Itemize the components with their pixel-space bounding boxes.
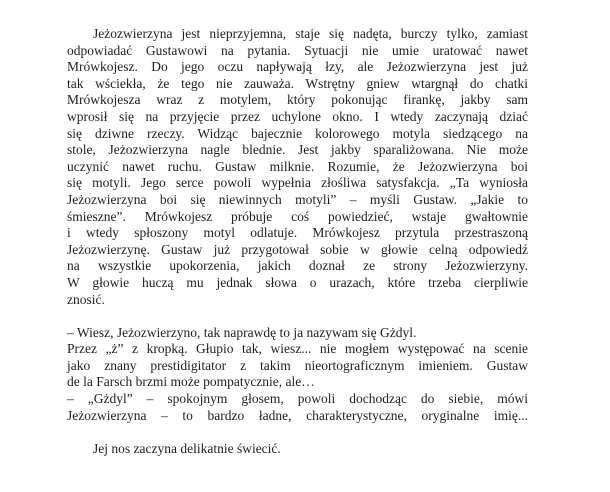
text-line: uczynić nawet ruchu. Gustaw milknie. Rozumie, że Jeżozwierzyna boi (67, 158, 528, 174)
text-line: Jeżozwierzyna boi się niewinnych motyli” – myśli Gustaw. „Jakie to (67, 191, 528, 207)
paragraph-dialogue (67, 325, 528, 342)
paragraph-dialogue (67, 391, 528, 424)
text-line: znosić. (67, 291, 105, 307)
text-line: tak wściekła, że tego nie zauważa. Wstrętny gniew wtargnął do chatki (67, 75, 528, 91)
text-line: śmieszne”. Mrówkojesz próbuje coś powiedzieć, wstaje gwałtownie (67, 208, 528, 224)
paragraph-narrative (67, 441, 528, 458)
text-line: Jeżozwierzynę. Gustaw już przygotował sobie w głowie celną odpowiedź (67, 241, 528, 257)
text-line: na wszystkie upokorzenia, jakich doznał ze strony Jeżozwierzyny. (67, 258, 528, 274)
text-line: stole, Jeżozwierzyna nagle blednie. Jest jakby sparaliżowana. Nie może (67, 142, 528, 158)
paragraph-dialogue (67, 341, 528, 391)
text-block (67, 26, 528, 457)
text-line: Jej nos zaczyna delikatnie świecić. (93, 440, 281, 456)
text-line: jako znany prestidigitator z takim nieortograficznym imieniem. Gustaw (67, 357, 528, 373)
text-line: Jeżozwierzyna – to bardzo ładne, charakterystyczne, oryginalne imię... (67, 407, 528, 423)
paragraph-narrative (67, 26, 528, 308)
text-line: – „Gżdyl” – spokojnym głosem, powoli dochodząc do siebie, mówi (67, 391, 528, 407)
text-line: Jeżozwierzyna jest nieprzyjemna, staje się nadęta, burczy tylko, zamiast (93, 26, 528, 41)
text-line: Mrówkojesza wraz z motylem, który pokonując firankę, jakby sam (67, 92, 528, 108)
text-line: de la Farsch brzmi może pompatycznie, ale… (67, 374, 315, 390)
text-line: się motyli. Jego serce powoli wypełnia złośliwa satysfakcja. „Ta wyniosła (67, 175, 528, 191)
text-line: W głowie huczą mu jednak słowa o urazach, które trzeba cierpliwie (67, 274, 528, 290)
text-line: Przez „ż” z kropką. Głupio tak, wiesz... nie mogłem występować na scenie (67, 341, 528, 357)
text-line: Mrówkojesz. Do jego oczu napływają łzy, ale Jeżozwierzyna jest już (67, 59, 528, 75)
text-line: i wtedy spłoszony motyl odlatuje. Mrówkojesz przytula przestraszoną (67, 225, 528, 241)
text-line: – Wiesz, Jeżozwierzyno, tak naprawdę to ja nazywam się Gżdyl. (67, 324, 417, 340)
text-line: wprosił się na przyjęcie przez uchylone okno. I wtedy zaczynają dziać (67, 108, 528, 124)
text-line: się dziwne rzeczy. Widząc bajecznie kolorowego motyla siedzącego na (67, 125, 528, 141)
text-line: odpowiadać Gustawowi na pytania. Sytuacji nie umie uratować nawet (67, 42, 528, 58)
